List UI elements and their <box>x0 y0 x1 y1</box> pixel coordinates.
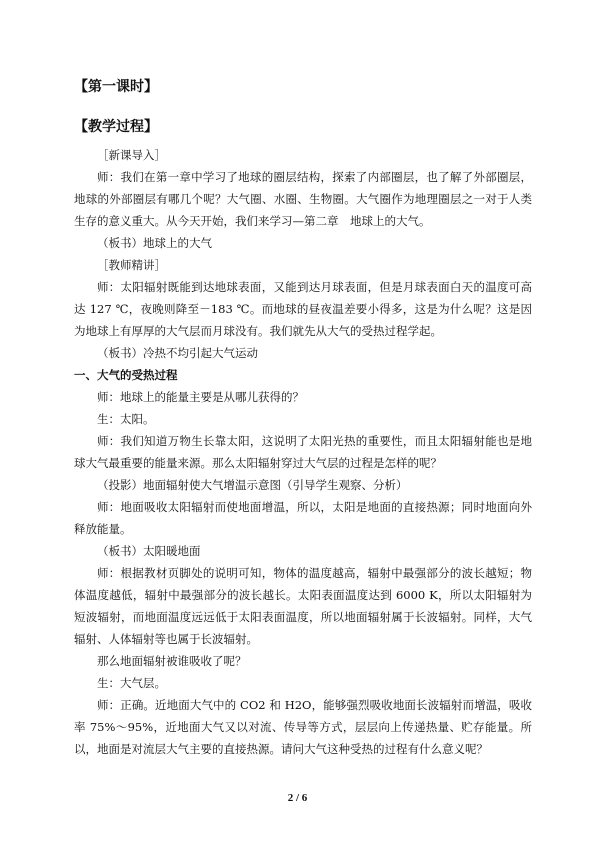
paragraph: 师：我们在第一章中学习了地球的圈层结构，探索了内部圈层，也了解了外部圈层，地球的外部圈层有哪几个呢？大气圈、水圈、生物圈。大气圈作为地理圈层之一对于人类生存的意义重大。从今天开始，我们来学习—第二章 地球上的大气。 <box>74 170 532 228</box>
board-note: （板书）地球上的大气 <box>97 236 212 250</box>
paragraph: 那么地面辐射被谁吸收了呢？ <box>97 654 247 668</box>
paragraph: 师：正确。近地面大气中的 CO2 和 H2O，能够强烈吸收地面长波辐射而增温，吸收率 75%～95%，近地面大气又以对流、传导等方式，层层向上传递热量、贮存能量。所以，地面是对流层大气主要的直接热源。请问大气这种受热的过程有什么意义呢？ <box>74 698 532 756</box>
projection-note: （投影）地面辐射使大气增温示意图（引导学生观察、分析） <box>97 478 408 492</box>
lesson-heading: 【第一课时】 <box>74 79 158 95</box>
paragraph: 师：地面吸收太阳辐射而使地面增温，所以，太阳是地面的直接热源；同时地面向外释放能量。 <box>74 500 532 536</box>
process-heading: 【教学过程】 <box>74 119 158 135</box>
paragraph: 师：太阳辐射既能到达地球表面，又能到达月球表面，但是月球表面白天的温度可高达 127 ℃，夜晚则降至－183 ℃。而地球的昼夜温差要小得多，这是为什么呢？这是因为地球上有厚厚的大气层而月球没有。我们就先从大气的受热过程学起。 <box>74 280 532 338</box>
paragraph: 师：地球上的能量主要是从哪儿获得的？ <box>97 390 304 404</box>
paragraph: 师：根据教材页脚处的说明可知，物体的温度越高，辐射中最强部分的波长越短；物体温度越低，辐射中最强部分的波长越长。太阳表面温度达到 6000 K，所以太阳辐射为短波辐射，而地面温度远远低于太阳表面温度，所以地面辐射属于长波辐射。同样，大气辐射、人体辐射等也属于长波辐射。 <box>74 566 532 646</box>
page-number: 2 / 6 <box>287 792 308 804</box>
paragraph: 生：大气层。 <box>97 676 166 690</box>
board-note: （板书）冷热不均引起大气运动 <box>97 346 258 360</box>
page-content <box>74 76 532 760</box>
section-label-intro: ［新课导入］ <box>97 148 166 162</box>
section-label-lecture: ［教师精讲］ <box>97 258 166 272</box>
paragraph: 师：我们知道万物生长靠太阳，这说明了太阳光热的重要性，而且太阳辐射能也是地球大气最重要的能量来源。那么太阳辐射穿过大气层的过程是怎样的呢？ <box>74 434 532 470</box>
board-note: （板书）太阳暖地面 <box>97 544 201 558</box>
section-title: 一、大气的受热过程 <box>74 368 178 382</box>
paragraph: 生：太阳。 <box>97 412 155 426</box>
